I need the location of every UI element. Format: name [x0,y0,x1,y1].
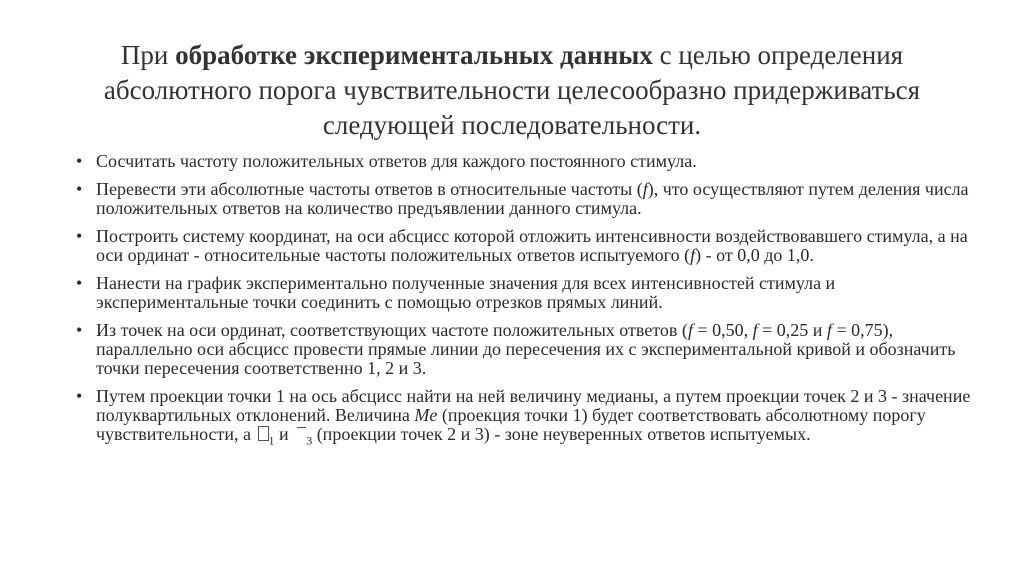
bullet-icon: • [76,273,83,293]
list-item: • Путем проекции точки 1 на ось абсцисс найти на ней величину медианы, а путем проекции точек 2 и 3 - значение полуквартильных отклонений. Величина Me (проекция точки 1) будет соответствовать абсолютному порогу чувствительности, а $_1$ и $_3$ (проекции точек 2 и 3) - зоне неуверенных ответов испытуемых. [76,386,971,448]
slide-title: При обработке экспериментальных данных с целью определения абсолютного порога чувствительности целесообразно придерживаться следующей последовательности. [103,40,921,140]
bullet-icon: • [76,386,83,406]
title-bold: обработке экспериментальных данных [175,40,653,70]
bullet-icon: • [76,226,83,246]
list-item: • Из точек на оси ординат, соответствующих частоте положительных ответов (f = 0,50, f = 0,25 и f = 0,75), параллельно оси абсцисс провести прямые линии до пересечения их с экспериментальной кривой и обозначить точки пересечения соответственно 1, 2 и 3. [76,320,956,378]
bullet-icon: • [76,151,83,171]
bullet-icon: • [76,179,83,199]
bullet-list [76,152,976,453]
list-item: • Сосчитать частоту положительных ответов для каждого постоянного стимула. [76,151,697,171]
missing-glyph-icon [258,426,269,441]
list-item: • Нанести на график экспериментально полученные значения для всех интенсивностей стимула и экспериментальные точки соединить с помощью отрезков прямых линий. [76,273,836,312]
missing-glyph-icon [297,427,306,441]
list-item: • Перевести эти абсолютные частоты ответов в относительные частоты (f), что осуществляют путем деления числа положительных ответов на количество предъявлении данного стимула. [76,179,969,218]
list-item: • Построить систему координат, на оси абсцисс которой отложить интенсивности воздействовавшего стимула, а на оси ординат - относительные частоты положительных ответов испытуемого (f) - от 0,0 до 1,0. [76,226,968,265]
bullet-icon: • [76,320,83,340]
